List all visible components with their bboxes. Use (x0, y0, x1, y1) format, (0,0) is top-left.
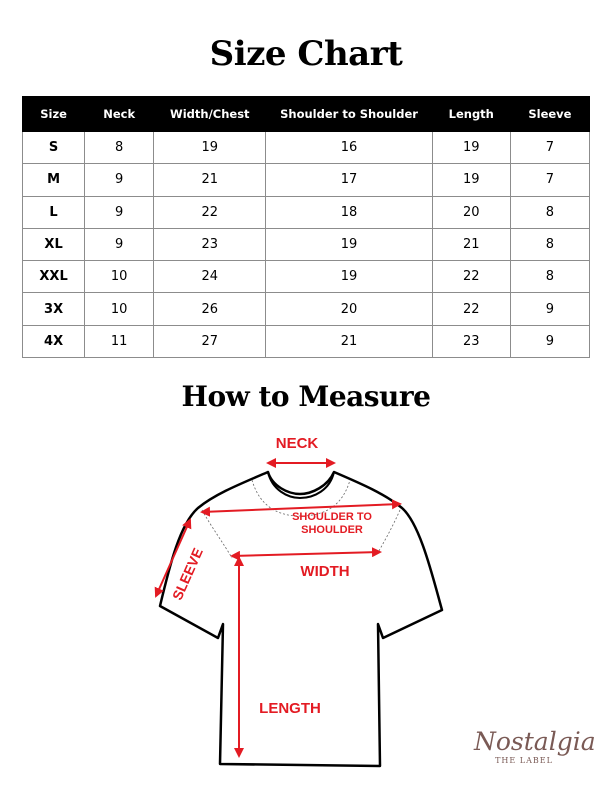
size-cell: M (23, 164, 85, 196)
width-cell: 21 (154, 164, 266, 196)
left-sleeve-seam-dashed (202, 510, 232, 558)
length-cell: 22 (432, 261, 510, 293)
shoulder-cell: 16 (266, 132, 432, 164)
width-arrow (232, 552, 380, 556)
table-row (23, 228, 590, 260)
tshirt-measure-diagram (140, 424, 470, 774)
width-cell: 23 (154, 228, 266, 260)
length-cell: 19 (432, 132, 510, 164)
length-cell: 19 (432, 164, 510, 196)
shoulder-cell: 18 (266, 196, 432, 228)
sleeve-cell: 8 (510, 228, 589, 260)
table-row (23, 164, 590, 196)
length-cell: 22 (432, 293, 510, 325)
size-cell: XXL (23, 261, 85, 293)
neck-cell: 9 (85, 164, 154, 196)
brand-subtitle: THE LABEL (495, 756, 553, 765)
neck-label: NECK (275, 435, 319, 452)
table-header-row (23, 97, 590, 132)
sleeve-cell: 7 (510, 164, 589, 196)
table-row (23, 325, 590, 357)
shoulder-cell: 19 (266, 261, 432, 293)
size-chart-title: Size Chart (209, 34, 403, 74)
header-sleeve: Sleeve (510, 97, 589, 132)
table-row (23, 132, 590, 164)
header-neck: Neck (85, 97, 154, 132)
width-cell: 26 (154, 293, 266, 325)
neck-cell: 10 (85, 293, 154, 325)
neck-cell: 10 (85, 261, 154, 293)
width-label: WIDTH (300, 563, 350, 580)
brand-logo (474, 727, 596, 765)
width-cell: 24 (154, 261, 266, 293)
table-row (23, 293, 590, 325)
shoulder-cell: 20 (266, 293, 432, 325)
shoulder-cell: 19 (266, 228, 432, 260)
neck-cell: 8 (85, 132, 154, 164)
shoulder-label-line1: SHOULDER TO (292, 511, 372, 523)
sleeve-cell: 8 (510, 261, 589, 293)
width-cell: 27 (154, 325, 266, 357)
sleeve-cell: 8 (510, 196, 589, 228)
length-cell: 21 (432, 228, 510, 260)
size-cell: 4X (23, 325, 85, 357)
length-cell: 20 (432, 196, 510, 228)
header-width-chest: Width/Chest (154, 97, 266, 132)
header-shoulder: Shoulder to Shoulder (266, 97, 432, 132)
size-cell: 3X (23, 293, 85, 325)
size-cell: S (23, 132, 85, 164)
header-size: Size (23, 97, 85, 132)
length-cell: 23 (432, 325, 510, 357)
neck-cell: 9 (85, 228, 154, 260)
shoulder-cell: 21 (266, 325, 432, 357)
length-label: LENGTH (259, 700, 321, 717)
size-cell: XL (23, 228, 85, 260)
sleeve-cell: 7 (510, 132, 589, 164)
sleeve-cell: 9 (510, 293, 589, 325)
right-sleeve-seam-dashed (376, 510, 400, 556)
size-cell: L (23, 196, 85, 228)
neck-cell: 11 (85, 325, 154, 357)
table-row (23, 261, 590, 293)
table-row (23, 196, 590, 228)
size-table (22, 96, 590, 358)
shoulder-cell: 17 (266, 164, 432, 196)
sleeve-cell: 9 (510, 325, 589, 357)
width-cell: 19 (154, 132, 266, 164)
neck-cell: 9 (85, 196, 154, 228)
header-length: Length (432, 97, 510, 132)
sleeve-label: SLEEVE (168, 545, 206, 603)
brand-name: Nostalgia (474, 727, 596, 756)
width-cell: 22 (154, 196, 266, 228)
shoulder-label-line2: SHOULDER (301, 524, 363, 536)
how-to-measure-title: How to Measure (181, 380, 431, 413)
